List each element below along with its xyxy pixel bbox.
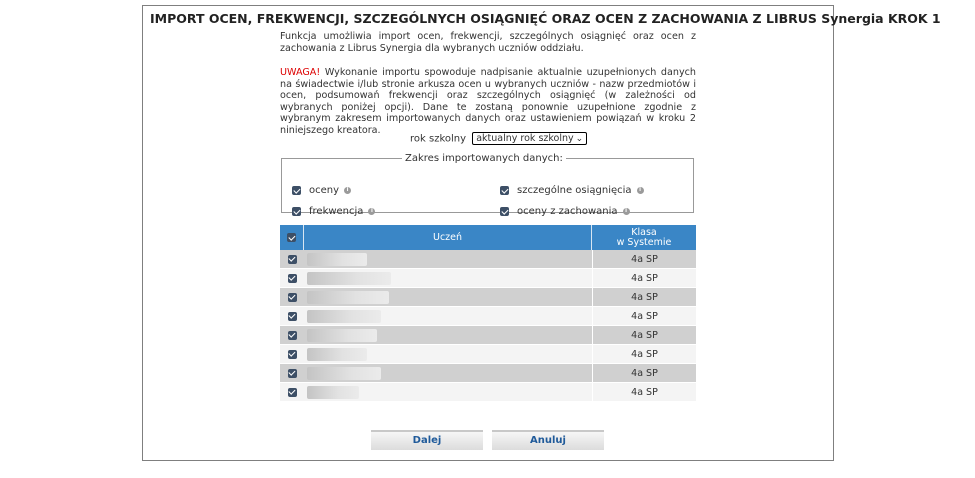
row-checkbox-cell bbox=[280, 364, 304, 383]
checkbox-checked-icon[interactable] bbox=[288, 369, 297, 378]
redacted-name bbox=[307, 386, 359, 399]
option-behavior-label: oceny z zachowania bbox=[517, 206, 618, 217]
next-button[interactable]: Dalej bbox=[371, 430, 483, 450]
option-behavior[interactable] bbox=[500, 206, 630, 217]
student-name-cell bbox=[304, 345, 592, 364]
info-icon[interactable]: i bbox=[344, 187, 351, 194]
row-checkbox-cell bbox=[280, 383, 304, 402]
school-year-row bbox=[410, 132, 587, 145]
checkbox-checked-icon[interactable] bbox=[288, 312, 297, 321]
table-row bbox=[280, 345, 696, 364]
checkbox-checked-icon[interactable] bbox=[288, 350, 297, 359]
row-checkbox-cell bbox=[280, 269, 304, 288]
option-grades[interactable] bbox=[292, 185, 351, 196]
checkbox-checked-icon[interactable] bbox=[500, 186, 509, 195]
students-table bbox=[280, 225, 696, 402]
class-cell: 4a SP bbox=[592, 383, 696, 402]
table-row bbox=[280, 364, 696, 383]
checkbox-checked-icon[interactable] bbox=[288, 255, 297, 264]
checkbox-checked-icon[interactable] bbox=[288, 293, 297, 302]
row-checkbox-cell bbox=[280, 345, 304, 364]
student-name-cell bbox=[304, 269, 592, 288]
table-row bbox=[280, 307, 696, 326]
intro-text: Funkcja umożliwia import ocen, frekwencji, szczególnych osiągnięć oraz ocen z zachowania z Librus Synergia dla wybranych uczniów oddziału. bbox=[280, 31, 696, 54]
class-cell: 4a SP bbox=[592, 288, 696, 307]
redacted-name bbox=[307, 367, 381, 380]
table-header-row bbox=[280, 225, 696, 250]
table-row bbox=[280, 250, 696, 269]
option-achievements[interactable] bbox=[500, 185, 644, 196]
school-year-label: rok szkolny bbox=[410, 133, 467, 145]
option-grades-label: oceny bbox=[309, 185, 340, 196]
student-name-cell bbox=[304, 307, 592, 326]
option-attendance[interactable] bbox=[292, 206, 375, 217]
redacted-name bbox=[307, 272, 391, 285]
checkbox-checked-icon[interactable] bbox=[288, 331, 297, 340]
row-checkbox-cell bbox=[280, 326, 304, 345]
select-all-checkbox-icon[interactable] bbox=[287, 233, 296, 242]
cancel-button[interactable]: Anuluj bbox=[492, 430, 604, 450]
class-cell: 4a SP bbox=[592, 269, 696, 288]
info-icon[interactable]: i bbox=[637, 187, 644, 194]
table-row bbox=[280, 326, 696, 345]
class-header-line2: w Systemie bbox=[616, 236, 672, 248]
checkbox-checked-icon[interactable] bbox=[288, 274, 297, 283]
row-checkbox-cell bbox=[280, 307, 304, 326]
info-icon[interactable]: i bbox=[368, 208, 375, 215]
checkbox-checked-icon[interactable] bbox=[292, 207, 301, 216]
warning-label: UWAGA! bbox=[280, 67, 321, 78]
table-row bbox=[280, 269, 696, 288]
row-checkbox-cell bbox=[280, 250, 304, 269]
checkbox-checked-icon[interactable] bbox=[288, 388, 297, 397]
redacted-name bbox=[307, 253, 367, 266]
class-cell: 4a SP bbox=[592, 345, 696, 364]
select-all-cell bbox=[280, 225, 304, 250]
student-name-cell bbox=[304, 326, 592, 345]
student-column-header[interactable]: Uczeń bbox=[304, 225, 592, 250]
import-dialog bbox=[142, 5, 941, 461]
chevron-down-icon: ⌄ bbox=[575, 134, 584, 144]
class-header-line1: Klasa bbox=[631, 226, 657, 238]
class-cell: 4a SP bbox=[592, 364, 696, 383]
redacted-name bbox=[307, 348, 367, 361]
import-scope-group bbox=[281, 153, 694, 217]
student-name-cell bbox=[304, 250, 592, 269]
table-row bbox=[280, 288, 696, 307]
info-icon[interactable]: i bbox=[623, 208, 630, 215]
warning-body: Wykonanie importu spowoduje nadpisanie aktualnie uzupełnionych danych na świadectwie i/lub stronie arkusza ocen u wybranych uczniów - nazw przedmiotów i ocen, podsumowań frekwencji oraz szczególnych osiągnięć (w zależności od wybranych poniżej opcji). Dane te zostaną ponownie uzupełnione zgodnie z wybranym zakresem importowanych danych oraz ustawieniem powiązań w kroku 2 niniejszego kreatora. bbox=[280, 67, 696, 136]
class-cell: 4a SP bbox=[592, 250, 696, 269]
option-achievements-label: szczególne osiągnięcia bbox=[517, 185, 632, 196]
class-column-header[interactable] bbox=[592, 225, 696, 250]
redacted-name bbox=[307, 291, 389, 304]
row-checkbox-cell bbox=[280, 288, 304, 307]
dialog-title: IMPORT OCEN, FREKWENCJI, SZCZEGÓLNYCH OSIĄGNIĘĆ ORAZ OCEN Z ZACHOWANIA Z LIBRUS Synergia KROK 1 bbox=[150, 11, 941, 26]
school-year-value: aktualny rok szkolny bbox=[476, 133, 574, 144]
student-name-cell bbox=[304, 364, 592, 383]
redacted-name bbox=[307, 329, 377, 342]
warning-text bbox=[280, 67, 696, 136]
option-attendance-label: frekwencja bbox=[309, 206, 364, 217]
school-year-select[interactable] bbox=[472, 132, 587, 145]
class-cell: 4a SP bbox=[592, 326, 696, 345]
checkbox-checked-icon[interactable] bbox=[292, 186, 301, 195]
checkbox-checked-icon[interactable] bbox=[500, 207, 509, 216]
class-cell: 4a SP bbox=[592, 307, 696, 326]
student-name-cell bbox=[304, 383, 592, 402]
student-name-cell bbox=[304, 288, 592, 307]
table-row bbox=[280, 383, 696, 402]
redacted-name bbox=[307, 310, 381, 323]
import-scope-legend: Zakres importowanych danych: bbox=[405, 153, 563, 164]
